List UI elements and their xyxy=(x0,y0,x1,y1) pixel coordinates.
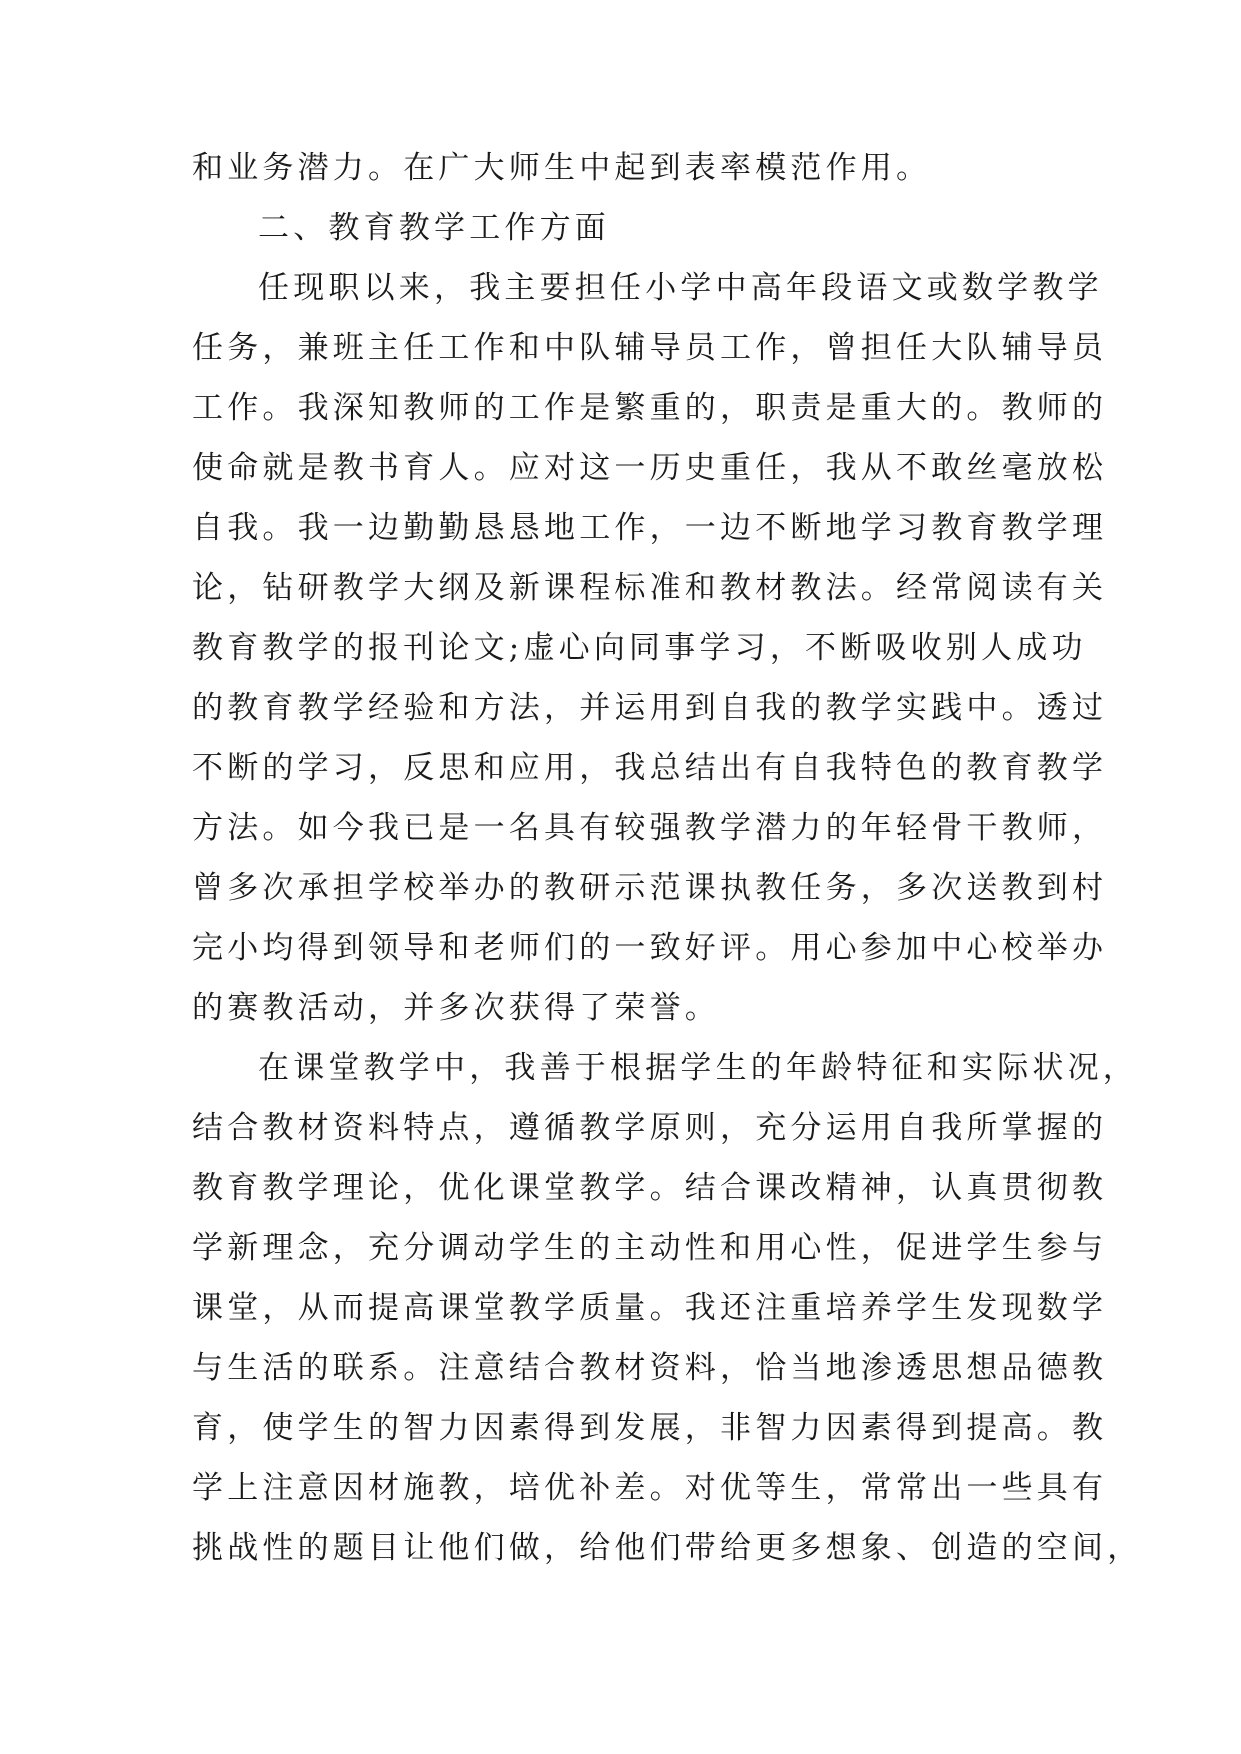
paragraph-line: 工作。我深知教师的工作是繁重的，职责是重大的。教师的 xyxy=(192,390,1108,426)
paragraph-line: 在课堂教学中，我善于根据学生的年龄特征和实际状况， xyxy=(258,1050,1138,1086)
paragraph-line: 学新理念，充分调动学生的主动性和用心性，促进学生参与 xyxy=(192,1230,1108,1266)
paragraph-line: 论，钻研教学大纲及新课程标准和教材教法。经常阅读有关 xyxy=(192,570,1108,606)
paragraph-line: 自我。我一边勤勤恳恳地工作，一边不断地学习教育教学理 xyxy=(192,510,1108,546)
paragraph-line: 曾多次承担学校举办的教研示范课执教任务，多次送教到村 xyxy=(192,870,1108,906)
paragraph-line: 完小均得到领导和老师们的一致好评。用心参加中心校举办 xyxy=(192,930,1108,966)
body-text xyxy=(192,138,1143,1578)
paragraph-line: 教育教学的报刊论文;虚心向同事学习，不断吸收别人成功 xyxy=(192,630,1087,666)
paragraph-line: 使命就是教书育人。应对这一历史重任，我从不敢丝毫放松 xyxy=(192,450,1108,486)
paragraph-line: 任现职以来，我主要担任小学中高年段语文或数学教学 xyxy=(258,270,1103,306)
paragraph-line: 任务，兼班主任工作和中队辅导员工作，曾担任大队辅导员 xyxy=(192,330,1108,366)
text-line: 和业务潜力。在广大师生中起到表率模范作用。 xyxy=(192,150,932,186)
section-heading: 二、教育教学工作方面 xyxy=(258,210,610,246)
paragraph-line: 育，使学生的智力因素得到发展，非智力因素得到提高。教 xyxy=(192,1410,1108,1446)
paragraph-line: 结合教材资料特点，遵循教学原则，充分运用自我所掌握的 xyxy=(192,1110,1108,1146)
paragraph-line: 的教育教学经验和方法，并运用到自我的教学实践中。透过 xyxy=(192,690,1108,726)
paragraph-line: 课堂，从而提高课堂教学质量。我还注重培养学生发现数学 xyxy=(192,1290,1108,1326)
paragraph-line: 与生活的联系。注意结合教材资料，恰当地渗透思想品德教 xyxy=(192,1350,1108,1386)
paragraph-line: 挑战性的题目让他们做，给他们带给更多想象、创造的空间， xyxy=(192,1530,1143,1566)
paragraph-line: 不断的学习，反思和应用，我总结出有自我特色的教育教学 xyxy=(192,750,1108,786)
paragraph-line: 方法。如今我已是一名具有较强教学潜力的年轻骨干教师， xyxy=(192,810,1108,846)
paragraph-line: 学上注意因材施教，培优补差。对优等生，常常出一些具有 xyxy=(192,1470,1108,1506)
paragraph-line: 的赛教活动，并多次获得了荣誉。 xyxy=(192,990,720,1026)
paragraph-line: 教育教学理论，优化课堂教学。结合课改精神，认真贯彻教 xyxy=(192,1170,1108,1206)
